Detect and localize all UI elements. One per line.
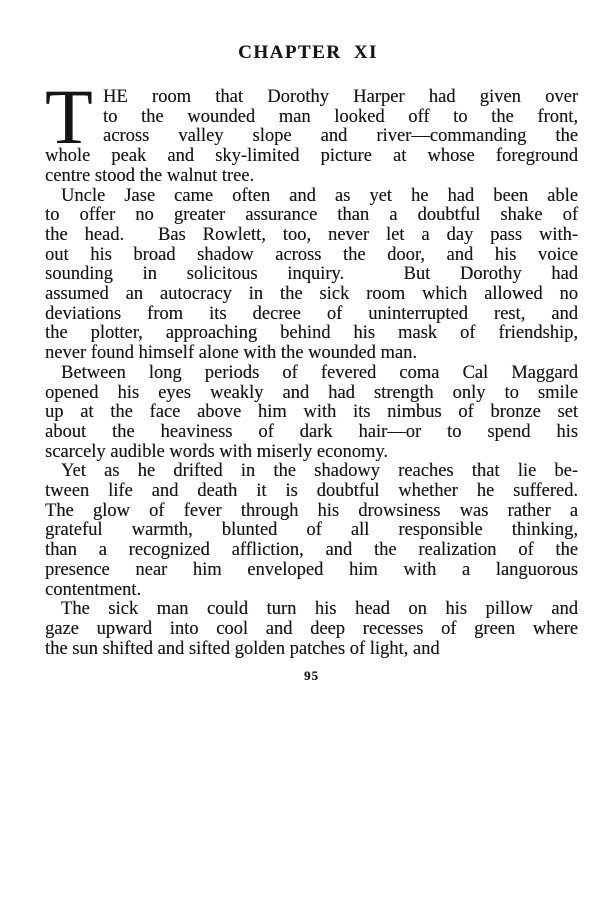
text-line: The glow of fever through his drowsiness was rather a [45,500,578,521]
chapter-heading: CHAPTER XI [238,42,378,63]
text-line: Between long periods of fevered coma Cal Maggard [61,362,578,383]
text-line: Yet as he drifted in the shadowy reaches that lie be- [61,461,578,482]
text-line: Uncle Jase came often and as yet he had been able [61,185,578,206]
text-line: out his broad shadow across the door, and his voice [45,244,578,265]
text-line: presence near him enveloped him with a languorous [45,559,578,580]
text-line: across valley slope and river—commanding the [103,126,578,147]
paragraph [45,600,578,659]
text-line: grateful warmth, blunted of all responsible thinking, [45,520,578,541]
drop-cap: T [45,73,93,160]
text-line: The sick man could turn his head on his pillow and [61,599,578,620]
text-line: up at the face above him with its nimbus of bronze set [45,402,578,423]
text-line: assumed an autocracy in the sick room which allowed no [45,284,578,305]
text-block [45,73,578,659]
text-line: to the wounded man looked off to the front, [103,106,578,127]
text-line: scarcely audible words with miserly economy. [45,441,389,462]
paragraph [45,364,578,463]
text-line: the head. Bas Rowlett, too, never let a day pass with- [45,224,578,245]
text-line: the sun shifted and sifted golden patches of light, and [45,638,440,659]
text-line: about the heaviness of dark hair—or to spend his [45,421,578,442]
text-line: tween life and death it is doubtful whether he suffered. [45,481,578,502]
text-line: the plotter, approaching behind his mask of friendship, [45,323,578,344]
text-line: centre stood the walnut tree. [45,165,255,186]
text-line: never found himself alone with the wounded man. [45,343,417,364]
text-line: sounding in solicitous inquiry. But Dorothy had [45,264,578,285]
paragraph [45,187,578,364]
text-line: whole peak and sky-limited picture at whose foreground [45,146,578,167]
text-line: opened his eyes weakly and had strength only to smile [45,382,578,403]
text-line: to offer no greater assurance than a doubtful shake of [45,205,578,226]
text-line: gaze upward into cool and deep recesses of green where [45,618,578,639]
page-number: 95 [304,668,319,684]
text-line: deviations from its decree of uninterrupted rest, and [45,303,578,324]
text-line: contentment. [45,579,142,600]
text-line: HE room that Dorothy Harper had given over [103,87,578,107]
text-line: than a recognized affliction, and the realization of the [45,540,578,561]
paragraph [45,462,578,600]
paragraph [45,73,578,187]
